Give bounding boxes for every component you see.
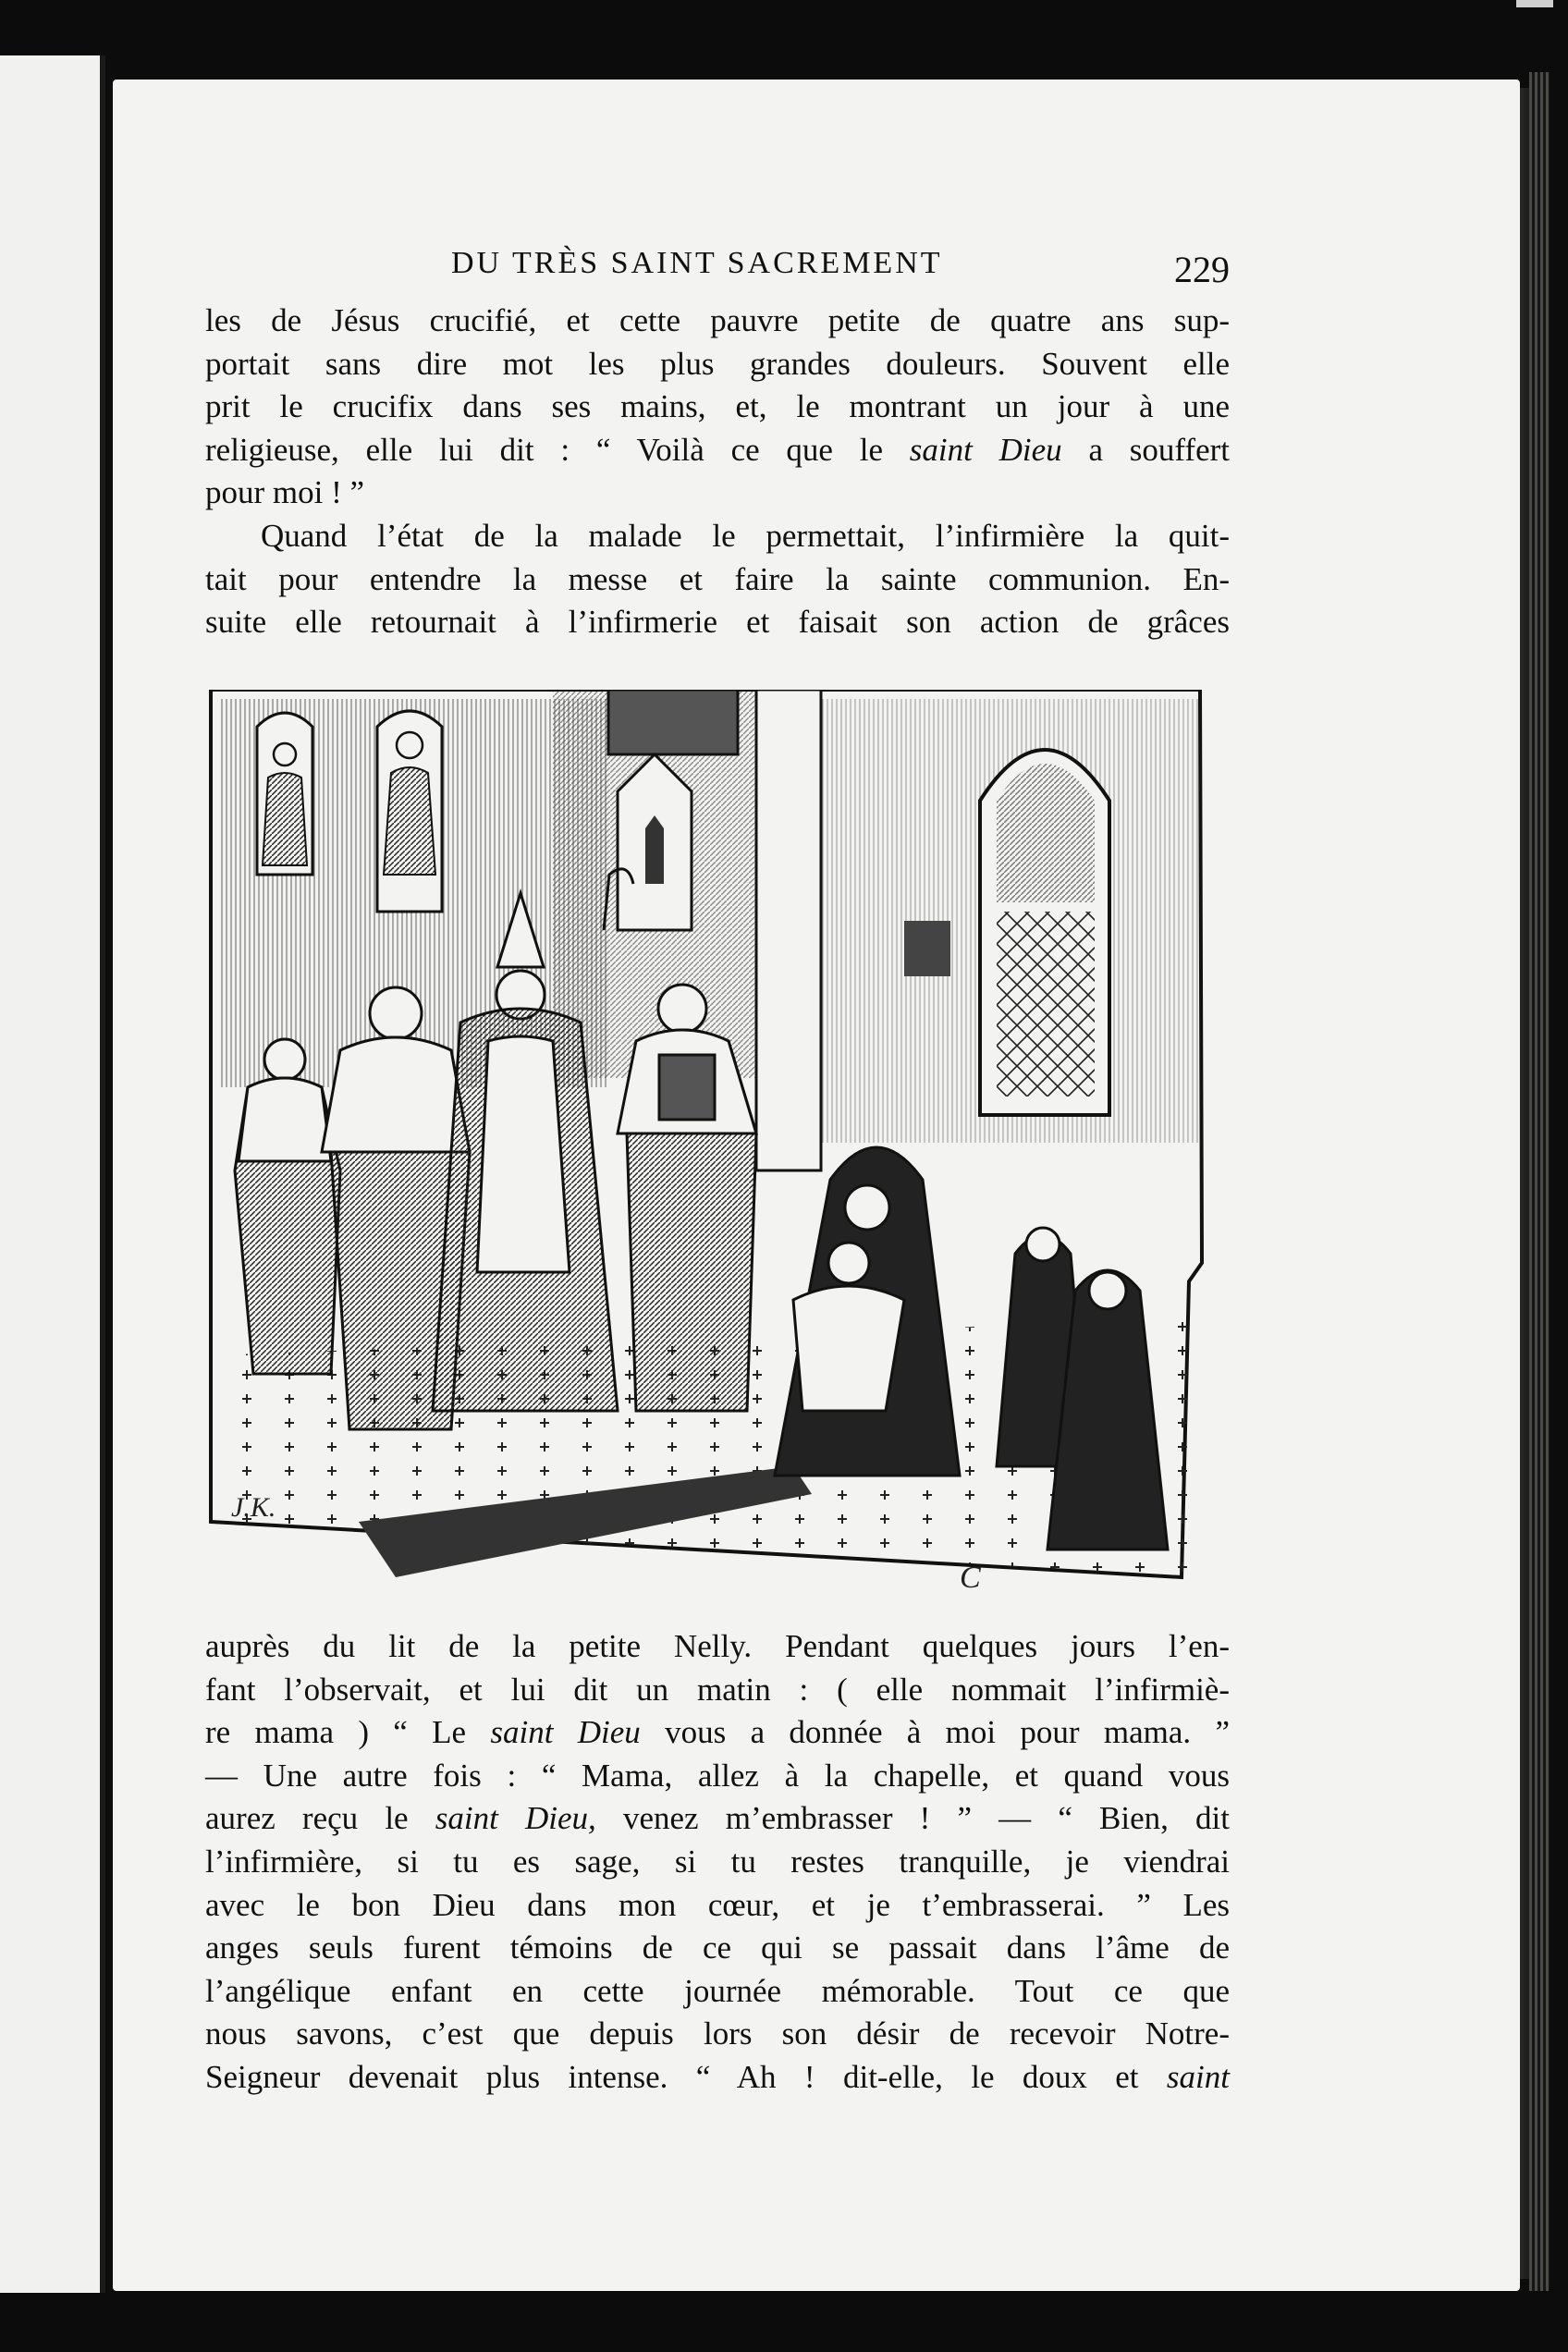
italic-phrase: saint Dieu, xyxy=(435,1800,596,1837)
text-run: tait pour entendre la messe et faire la sainte communion. En- xyxy=(205,560,1230,597)
text-run: aurez reçu le xyxy=(205,1800,435,1837)
text-run: avec le bon Dieu dans mon cœur, et je t’embrasserai. ” Les xyxy=(205,1886,1230,1923)
text-line xyxy=(205,472,1230,515)
text-line xyxy=(205,1927,1230,1970)
page-number: 229 xyxy=(1174,249,1230,290)
text-run: auprès du lit de la petite Nelly. Pendant quelques jours l’en- xyxy=(205,1628,1230,1664)
text-line xyxy=(205,1970,1230,2014)
engraving-illustration xyxy=(183,690,1209,1592)
italic-phrase: saint xyxy=(1166,2058,1230,2095)
left-page-edge xyxy=(0,55,104,2293)
engraving-drawing xyxy=(183,690,1209,1592)
text-run: portait sans dire mot les plus grandes douleurs. Souvent elle xyxy=(205,345,1230,382)
text-line xyxy=(205,1625,1230,1669)
text-run: a souffert xyxy=(1061,431,1231,468)
text-line xyxy=(205,2013,1230,2056)
text-line xyxy=(205,1841,1230,1884)
text-run: Quand l’état de la malade le permettait, l’infirmière la quit- xyxy=(261,517,1230,554)
text-run: suite elle retournait à l’infirmerie et faisait son action de grâces xyxy=(205,604,1230,641)
text-run: les de Jésus crucifié, et cette pauvre petite de quatre ans sup- xyxy=(205,302,1230,338)
text-run: religieuse, elle lui dit : “ Voilà ce que le xyxy=(205,431,910,468)
text-before-figure xyxy=(205,300,1230,644)
book-gutter xyxy=(100,55,105,2293)
italic-phrase: saint Dieu xyxy=(909,431,1062,468)
text-run: fant l’observait, et lui dit un matin : ( elle nommait l’infirmiè- xyxy=(205,1671,1230,1708)
text-line xyxy=(205,558,1230,602)
text-line xyxy=(205,1711,1230,1755)
text-run: prit le crucifix dans ses mains, et, le montrant un jour à une xyxy=(205,388,1230,425)
text-line xyxy=(205,601,1230,644)
text-run: vous a donnée à moi pour mama. ” xyxy=(640,1714,1230,1751)
text-after-figure xyxy=(205,1625,1230,2100)
artist-monogram: J.K. xyxy=(231,1492,276,1523)
book-page-stack xyxy=(1529,72,1550,2291)
text-run: l’angélique enfant en cette journée mémorable. Tout ce que xyxy=(205,1972,1230,2009)
text-run: pour moi ! ” xyxy=(205,474,365,511)
scan-edge-mark xyxy=(1516,0,1553,7)
page-header xyxy=(0,246,1568,290)
text-line xyxy=(205,386,1230,429)
text-line xyxy=(205,1669,1230,1712)
text-line xyxy=(205,429,1230,472)
text-run: l’infirmière, si tu es sage, si tu restes tranquille, je viendrai xyxy=(205,1843,1230,1880)
text-line xyxy=(205,2056,1230,2100)
text-run: Seigneur devenait plus intense. “ Ah ! dit-elle, le doux et xyxy=(205,2058,1167,2095)
text-run: venez m’embrasser ! ” — “ Bien, dit xyxy=(595,1800,1231,1837)
text-line xyxy=(205,1755,1230,1798)
italic-phrase: saint Dieu xyxy=(490,1714,641,1751)
text-line xyxy=(205,300,1230,343)
running-title: DU TRÈS SAINT SACREMENT xyxy=(451,246,943,280)
text-line xyxy=(205,515,1230,558)
text-line xyxy=(205,1884,1230,1928)
text-line xyxy=(205,343,1230,386)
text-run: re mama ) “ Le xyxy=(205,1714,491,1751)
engraver-signature: C xyxy=(960,1561,981,1595)
text-run: anges seuls furent témoins de ce qui se passait dans l’âme de xyxy=(205,1929,1230,1966)
text-run: nous savons, c’est que depuis lors son désir de recevoir Notre- xyxy=(205,2015,1230,2052)
text-line xyxy=(205,1797,1230,1841)
text-run: — Une autre fois : “ Mama, allez à la chapelle, et quand vous xyxy=(205,1757,1230,1794)
